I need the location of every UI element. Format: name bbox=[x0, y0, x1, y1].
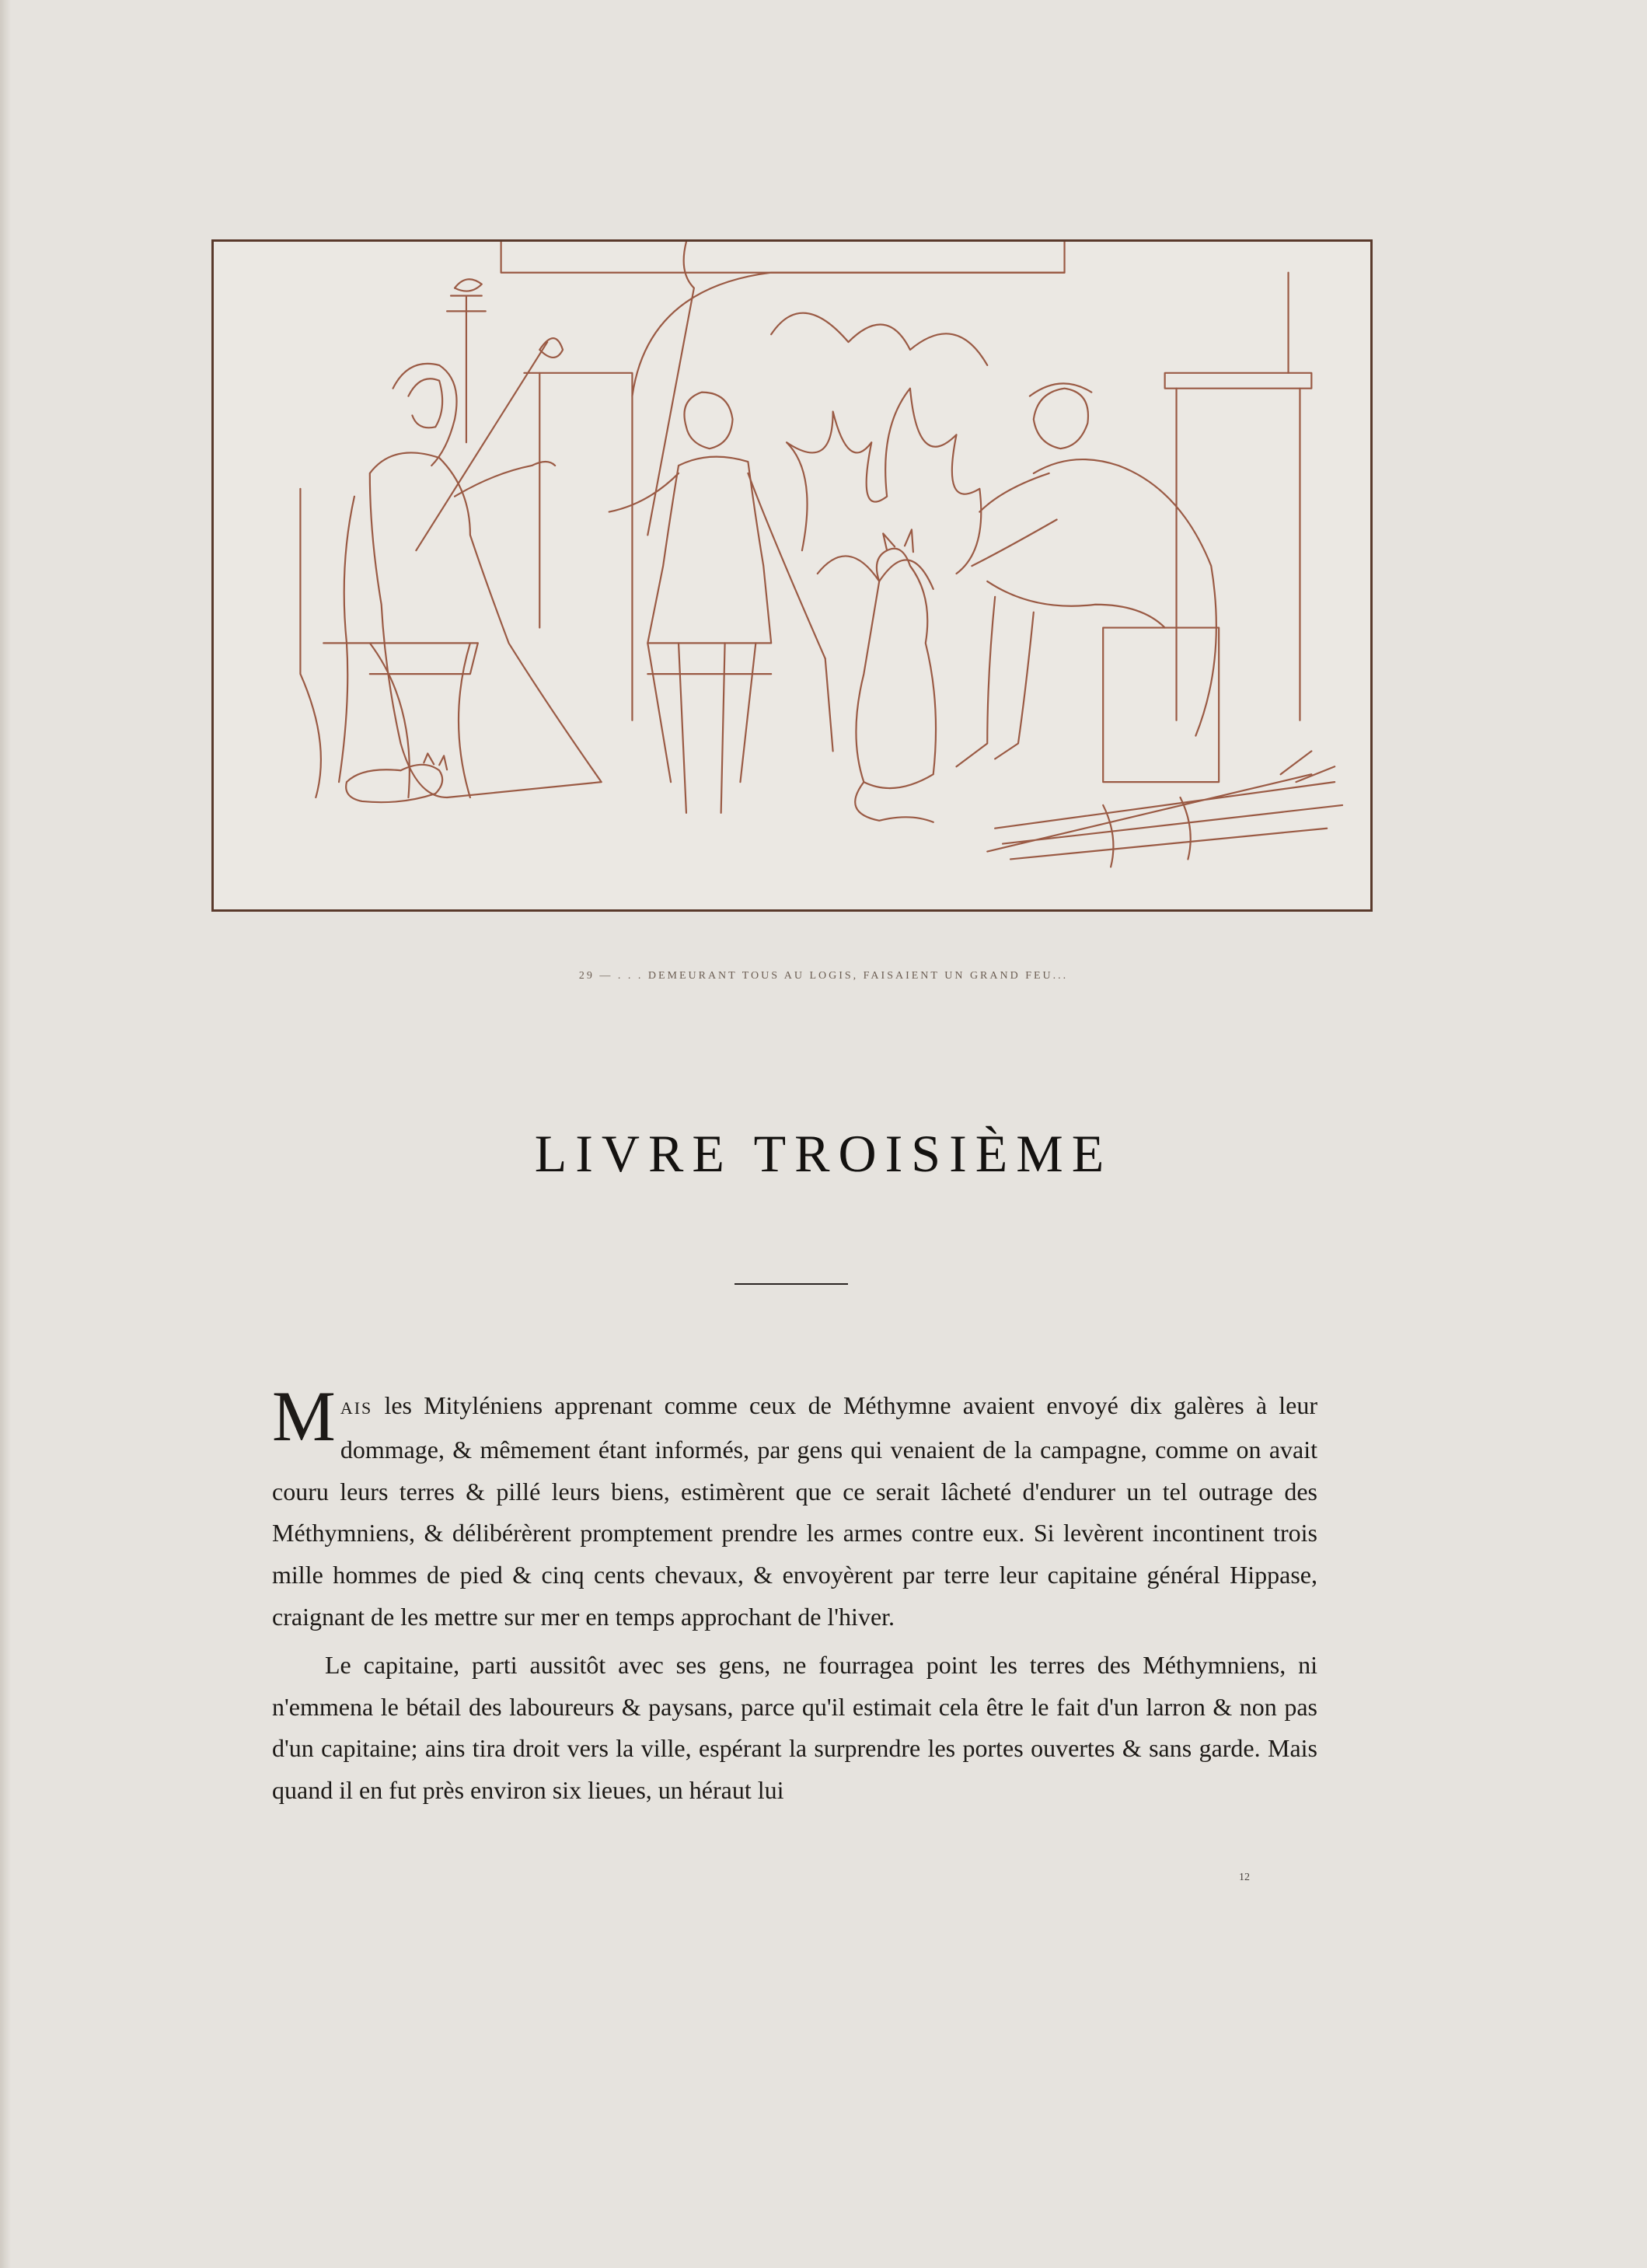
paragraph-2: Le capitaine, parti aussitôt avec ses gens, ne fourragea point les terres des Méthymniens, ni n'emmena le bétail des laboureurs & paysans, parce qu'il estimait cela être le fait d'un larron & non pas d'un capitaine; ains tira droit vers la ville, espérant la surprendre les portes ouvertes & sans garde. Mais quand il en fut près environ six lieues, un héraut lui bbox=[272, 1650, 1317, 1805]
paragraph-1-text: les Mityléniens apprenant comme ceux de Méthymne avaient envoyé dix galères à leur dommage, & mêmement étant informés, par gens qui venaient de la campagne, comme on avait couru leurs terres & pillé leurs biens, estimèrent que ce serait lâcheté d'endurer un tel outrage des Méthymniens, & délibérèrent promptement prendre les armes contre eux. Si levèrent incontinent trois mille hommes de pied & cinq cents chevaux, & envoyèrent par terre leur capitaine général Hippase, craignant de les mettre sur mer en temps approchant de l'hiver. bbox=[272, 1391, 1317, 1631]
first-word-smallcaps: AIS bbox=[340, 1398, 373, 1418]
engraving-fireside-scene-icon bbox=[214, 242, 1370, 909]
drop-cap: M bbox=[272, 1377, 336, 1456]
body-text bbox=[272, 1377, 1317, 1812]
signature-mark: 12 bbox=[1239, 1872, 1250, 1883]
paragraph-1 bbox=[272, 1377, 1317, 1638]
illustration-plate bbox=[211, 239, 1373, 912]
plate-caption: 29 — . . . DEMEURANT TOUS AU LOGIS, FAISAIENT UN GRAND FEU... bbox=[578, 970, 1069, 982]
book-title: LIVRE TROISIÈME bbox=[534, 1124, 1113, 1183]
title-divider bbox=[735, 1283, 848, 1285]
